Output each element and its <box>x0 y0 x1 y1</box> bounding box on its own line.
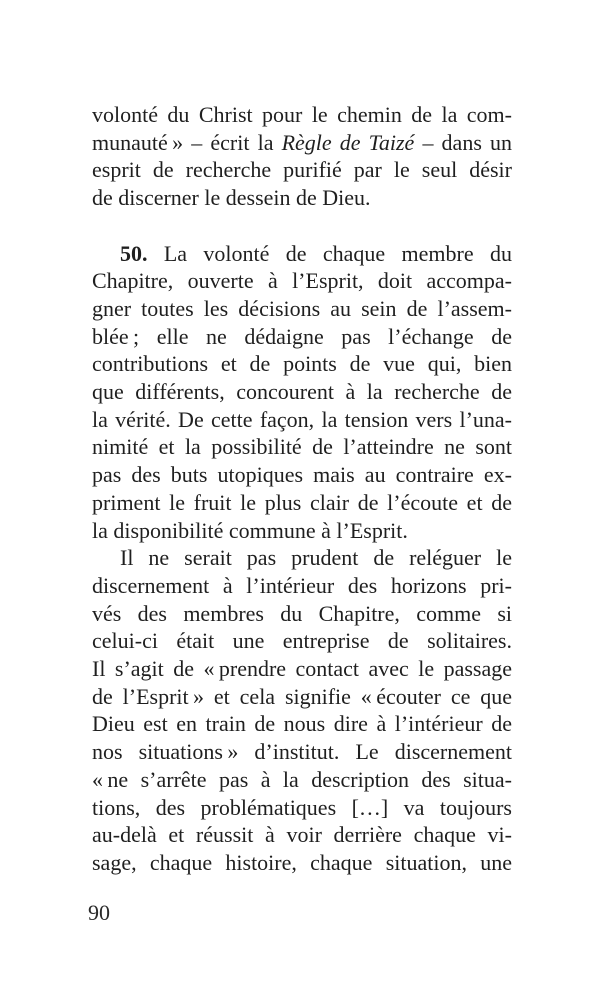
text-segment: discernement à l’intérieur des horizons pri- <box>92 572 512 598</box>
text-segment: celui-ci était une entreprise de solitaires. <box>92 628 512 654</box>
text-line <box>92 129 512 157</box>
text-line <box>92 267 512 295</box>
text-line <box>92 738 512 766</box>
text-line <box>92 240 512 268</box>
text-segment: La volonté de chaque membre du <box>147 240 512 266</box>
text-line <box>92 295 512 323</box>
text-line <box>92 101 512 129</box>
text-line <box>92 572 512 600</box>
text-segment: la disponibilité commune à l’Esprit. <box>92 517 408 543</box>
text-line <box>92 378 512 406</box>
text-segment: tions, des problématiques […] va toujours <box>92 794 512 820</box>
text-line <box>92 683 512 711</box>
text-line <box>92 433 512 461</box>
text-line <box>92 489 512 517</box>
text-segment: « ne s’arrête pas à la description des situa- <box>92 766 512 792</box>
text-segment: sage, chaque histoire, chaque situation, une <box>92 849 512 875</box>
text-segment: au-delà et réussit à voir derrière chaque vi- <box>92 822 512 848</box>
text-segment: Chapitre, ouverte à l’Esprit, doit accompa- <box>92 268 512 294</box>
text-block <box>92 101 512 877</box>
text-segment: gner toutes les décisions au sein de l’assem- <box>92 295 512 321</box>
text-line <box>92 156 512 184</box>
text-segment: Il ne serait pas prudent de reléguer le <box>120 545 512 571</box>
text-line <box>92 184 512 212</box>
text-line <box>92 794 512 822</box>
text-line <box>92 627 512 655</box>
text-segment: volonté du Christ pour le chemin de la com- <box>92 102 512 127</box>
text-segment: nos situations » d’institut. Le discernement <box>92 739 512 765</box>
text-line <box>92 461 512 489</box>
text-line <box>92 849 512 877</box>
text-segment: pas des buts utopiques mais au contraire ex- <box>92 462 512 488</box>
text-segment: priment le fruit le plus clair de l’écoute et de <box>92 489 512 515</box>
text-segment: contributions et de points de vue qui, bien <box>92 351 512 377</box>
text-line <box>92 821 512 849</box>
paragraph-gap <box>92 212 512 240</box>
text-segment: de discerner le dessein de Dieu. <box>92 185 371 211</box>
text-line <box>92 350 512 378</box>
text-segment: esprit de recherche purifié par le seul désir <box>92 157 512 183</box>
text-segment: blée ; elle ne dédaigne pas l’échange de <box>92 323 512 349</box>
text-line <box>92 323 512 351</box>
text-line <box>92 766 512 794</box>
text-segment: vés des membres du Chapitre, comme si <box>92 600 512 626</box>
text-segment: de l’Esprit » et cela signifie « écouter ce que <box>92 683 512 709</box>
text-line <box>92 655 512 683</box>
text-segment: Dieu est en train de nous dire à l’intérieur de <box>92 711 512 737</box>
page-number: 90 <box>88 900 110 925</box>
text-line <box>92 517 512 545</box>
text-segment: que différents, concourent à la recherche de <box>92 379 512 405</box>
text-line <box>92 544 512 572</box>
text-segment: munauté » – écrit la <box>92 129 282 155</box>
text-segment: nimité et la possibilité de l’atteindre ne sont <box>92 434 512 460</box>
text-line <box>92 600 512 628</box>
book-title-italic: Règle de Taizé <box>281 129 415 155</box>
text-line <box>92 710 512 738</box>
text-segment: Il s’agit de « prendre contact avec le passage <box>92 656 512 682</box>
section-number: 50. <box>120 240 148 266</box>
text-segment: – dans un <box>414 129 513 155</box>
text-line <box>92 406 512 434</box>
text-segment: la vérité. De cette façon, la tension vers l’una- <box>92 406 512 432</box>
